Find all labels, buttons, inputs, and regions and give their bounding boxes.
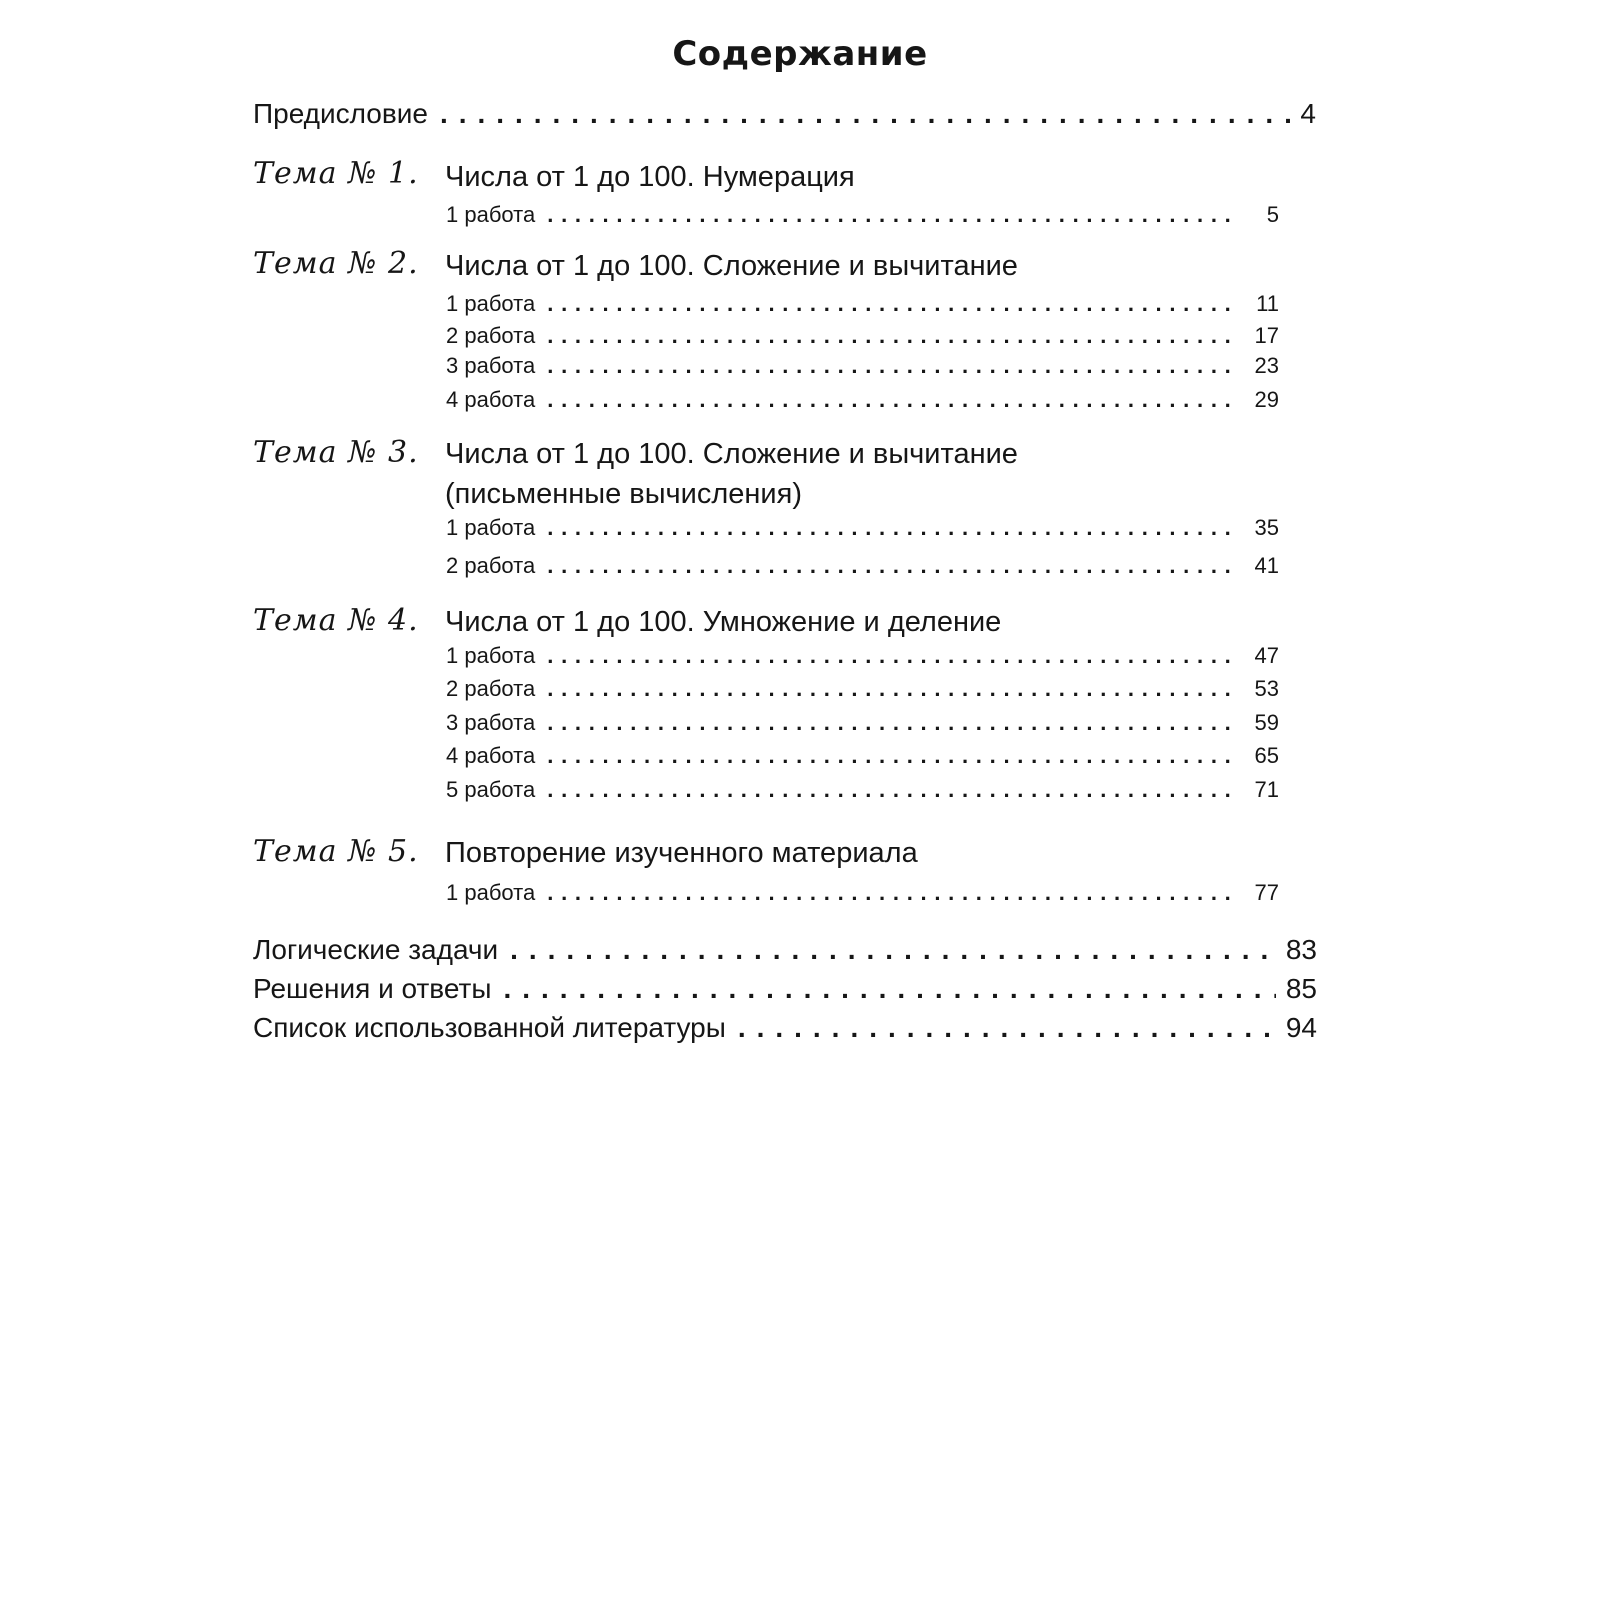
theme-title-line-2: (письменные вычисления): [445, 478, 802, 510]
toc-entry-work[interactable]: [446, 387, 1279, 413]
leader-dots: [547, 323, 1235, 349]
toc-entry-label: 3 работа: [446, 710, 536, 735]
leader-dots: [547, 643, 1235, 669]
leader-dots: [547, 353, 1235, 379]
toc-entry-label: 2 работа: [446, 676, 536, 701]
toc-entry-preface[interactable]: [253, 98, 1316, 130]
toc-page-number: 23: [1254, 353, 1279, 378]
toc-entry-appendix[interactable]: [253, 934, 1317, 966]
toc-page-number: 5: [1266, 202, 1279, 227]
toc-entry-label: Логические задачи: [253, 934, 499, 965]
toc-entry-work[interactable]: [446, 202, 1279, 228]
toc-entry-label: Список использованной литературы: [253, 1012, 726, 1043]
toc-page-number: 59: [1254, 710, 1279, 735]
toc-page-number: 94: [1285, 1012, 1317, 1043]
theme-title: Повторение изученного материала: [445, 837, 918, 869]
toc-entry-label: 4 работа: [446, 743, 536, 768]
toc-entry-label: 1 работа: [446, 291, 536, 316]
toc-entry-work[interactable]: [446, 553, 1279, 579]
leader-dots: [547, 387, 1235, 413]
leader-dots: [547, 515, 1235, 541]
toc-entry-label: 3 работа: [446, 353, 536, 378]
toc-entry-label: 5 работа: [446, 777, 536, 802]
toc-entry-label: 1 работа: [446, 643, 536, 668]
toc-entry-work[interactable]: [446, 777, 1279, 803]
toc-entry-work[interactable]: [446, 323, 1279, 349]
toc-page-number: 35: [1254, 515, 1279, 540]
leader-dots: [547, 710, 1235, 736]
theme-title: Числа от 1 до 100. Умножение и деление: [445, 606, 1002, 638]
toc-entry-label: Предисловие: [253, 98, 428, 129]
toc-page-number: 77: [1254, 880, 1279, 905]
leader-dots: [547, 777, 1235, 803]
leader-dots: [738, 1012, 1276, 1044]
toc-page-number: 11: [1256, 291, 1279, 316]
leader-dots: [503, 973, 1275, 1005]
toc-page-number: 17: [1254, 323, 1279, 348]
leader-dots: [547, 553, 1235, 579]
toc-page-number: 53: [1254, 676, 1279, 701]
leader-dots: [510, 934, 1276, 966]
theme-title: Числа от 1 до 100. Нумерация: [445, 161, 855, 193]
toc-page-number: 83: [1285, 934, 1317, 965]
theme-title: Числа от 1 до 100. Сложение и вычитание: [445, 250, 1018, 282]
page-title: Содержание: [672, 34, 928, 74]
toc-entry-work[interactable]: [446, 353, 1279, 379]
toc-page-number: 71: [1254, 777, 1279, 802]
toc-entry-label: 1 работа: [446, 880, 536, 905]
toc-entry-work[interactable]: [446, 291, 1279, 317]
toc-entry-label: 2 работа: [446, 553, 536, 578]
leader-dots: [547, 291, 1235, 317]
toc-entry-label: 2 работа: [446, 323, 536, 348]
toc-page-number: 41: [1254, 553, 1279, 578]
theme-label: Тема № 5.: [253, 834, 419, 869]
theme-title: Числа от 1 до 100. Сложение и вычитание: [445, 438, 1018, 470]
theme-label: Тема № 1.: [253, 156, 419, 191]
leader-dots: [547, 676, 1235, 702]
toc-page-number: 4: [1300, 98, 1316, 129]
toc-entry-appendix[interactable]: [253, 1012, 1317, 1044]
toc-entry-label: 4 работа: [446, 387, 536, 412]
toc-entry-label: 1 работа: [446, 515, 536, 540]
toc-entry-label: Решения и ответы: [253, 973, 492, 1004]
toc-entry-work[interactable]: [446, 515, 1279, 541]
leader-dots: [547, 880, 1235, 906]
toc-entry-appendix[interactable]: [253, 973, 1317, 1005]
toc-entry-work[interactable]: [446, 710, 1279, 736]
toc-page-number: 29: [1254, 387, 1279, 412]
toc-entry-work[interactable]: [446, 743, 1279, 769]
theme-label: Тема № 4.: [253, 603, 419, 638]
toc-page-number: 47: [1254, 643, 1279, 668]
leader-dots: [547, 202, 1235, 228]
toc-page-number: 85: [1285, 973, 1317, 1004]
toc-entry-work[interactable]: [446, 643, 1279, 669]
toc-entry-work[interactable]: [446, 880, 1279, 906]
theme-label: Тема № 2.: [253, 246, 419, 281]
theme-label: Тема № 3.: [253, 435, 419, 470]
toc-page-number: 65: [1254, 743, 1279, 768]
leader-dots: [440, 98, 1290, 130]
leader-dots: [547, 743, 1235, 769]
toc-entry-work[interactable]: [446, 676, 1279, 702]
toc-entry-label: 1 работа: [446, 202, 536, 227]
